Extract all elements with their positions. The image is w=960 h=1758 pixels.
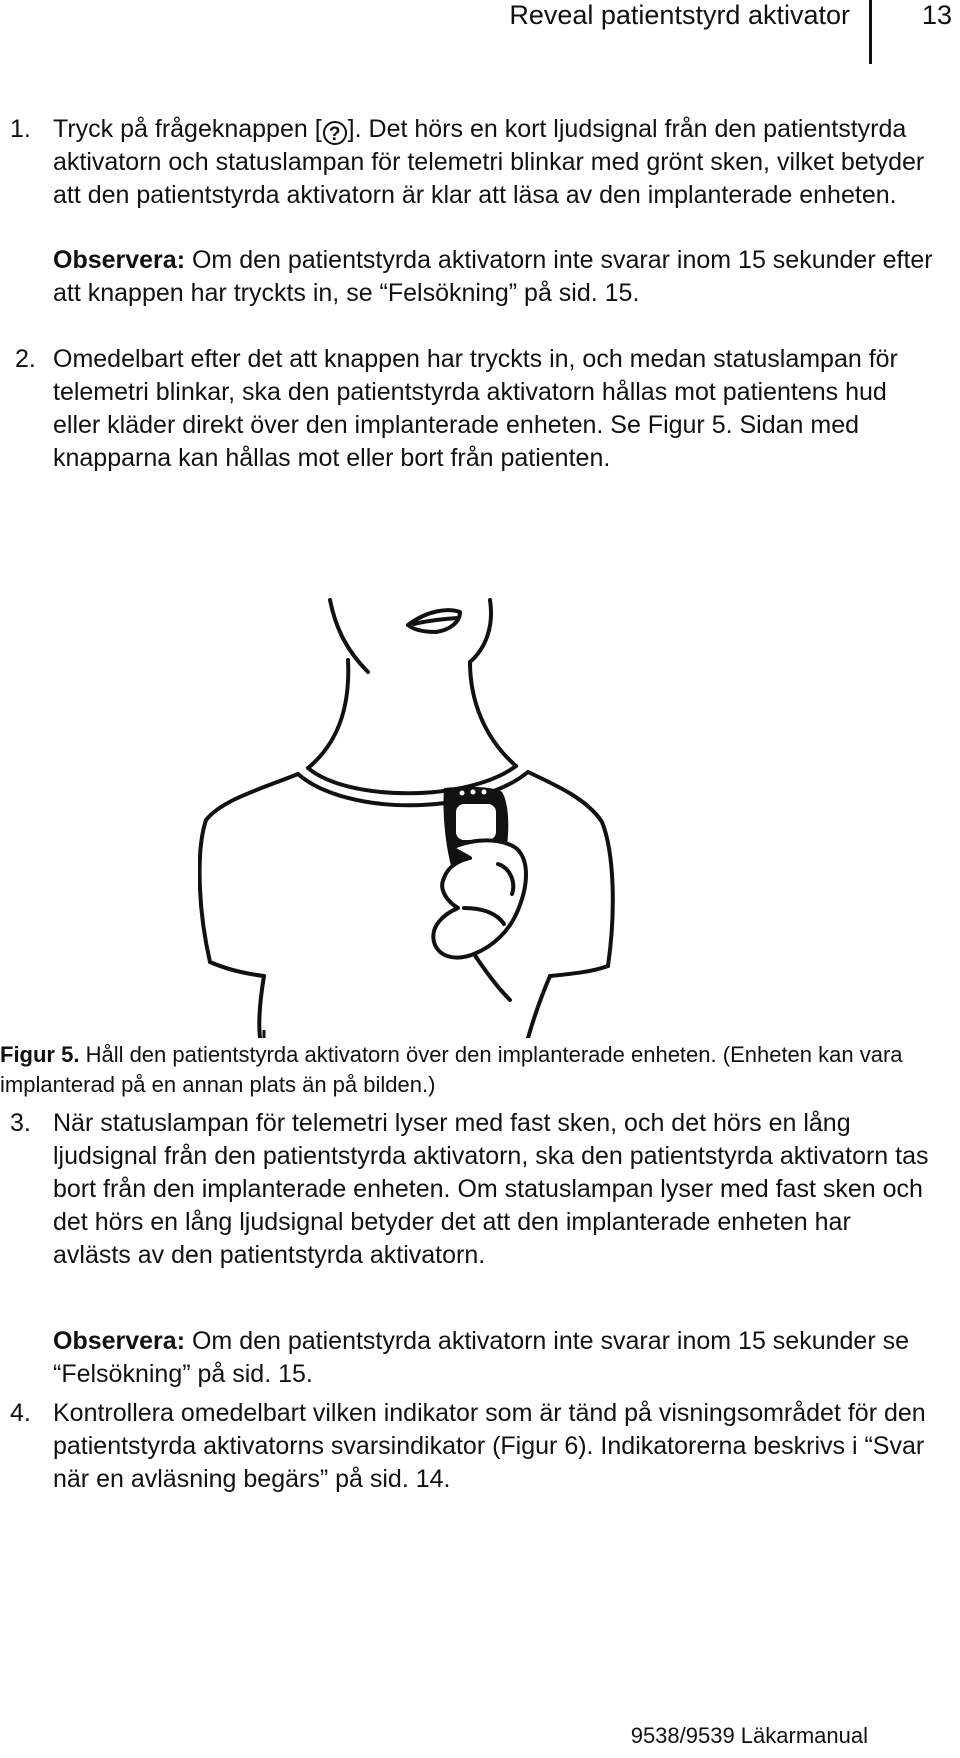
step-1-text	[53, 113, 933, 212]
figure-caption	[0, 1040, 940, 1100]
step-4-text: Kontrollera omedelbart vilken indikator som är tänd på visningsområdet för den patientstyrda aktivatorns svarsindikator (Figur 6). Indikatorerna beskrivs i “Svar när en avläsning begärs” på sid. 14.	[53, 1399, 926, 1493]
note-2-label: Observera:	[53, 1327, 186, 1355]
right-side	[528, 976, 550, 1038]
running-header-title: Reveal patientstyrd aktivator	[509, 0, 850, 30]
right-shoulder	[528, 772, 613, 966]
step-1-number: 1.	[10, 115, 31, 143]
step-1-text-pre: Tryck på frågeknappen [	[53, 115, 322, 143]
step-4-number: 4.	[10, 1399, 31, 1427]
jaw-line-right	[470, 600, 491, 662]
hand	[433, 840, 526, 1000]
left-sleeve-hem	[210, 962, 264, 976]
question-icon: ?	[323, 121, 347, 145]
step-3-number: 3.	[10, 1109, 31, 1137]
step-3-text: När statuslampan för telemetri lyser med fast sken, och det hörs en lång ljudsignal från den patientstyrda aktivatorn, ska den patientstyrda aktivatorn tas bort från den implanterade enheten. Om statuslampan lyser med fast sken och det hörs en lång ljudsignal betyder det att den implanterade enheten har avlästs av den patientstyrda aktivatorn.	[53, 1109, 929, 1269]
neck-right	[470, 662, 516, 766]
footer-manual-title: 9538/9539 Läkarmanual	[630, 1723, 868, 1748]
right-sleeve-hem	[550, 966, 608, 976]
note-2-text: Om den patientstyrda aktivatorn inte svarar inom 15 sekunder se “Felsökning” på sid. 15.	[53, 1327, 910, 1388]
note-1	[53, 244, 933, 310]
figure-label: Figur 5.	[0, 1042, 80, 1067]
figure-caption-text: Håll den patientstyrda aktivatorn över den implanterade enheten. (Enheten kan vara implanterad på en annan plats än på bilden.)	[0, 1042, 903, 1097]
header-divider	[869, 0, 872, 64]
left-shoulder	[200, 774, 298, 962]
figure-5-illustration	[198, 590, 618, 1038]
step-1-text-post: ]. Det hörs en kort ljudsignal från den patientstyrda aktivatorn och statuslampan för telemetri blinkar med grönt sken, vilket betyder att den patientstyrda aktivatorn är klar att läsa av den implanterade enheten.	[53, 115, 925, 209]
step-2-text: Omedelbart efter det att knappen har tryckts in, och medan statuslampan för telemetri blinkar, ska den patientstyrda aktivatorn hållas mot patientens hud eller kläder direkt över den implanterade enheten. Se Figur 5. Sidan med knapparna kan hållas mot eller bort från patienten.	[53, 345, 898, 472]
note-2	[53, 1325, 933, 1391]
neck-left	[308, 660, 348, 768]
note-1-label: Observera:	[53, 246, 186, 274]
left-side	[259, 976, 264, 1038]
step-2-number: 2.	[15, 345, 36, 373]
page-number: 13	[922, 0, 953, 30]
note-1-text: Om den patientstyrda aktivatorn inte svarar inom 15 sekunder efter att knappen har tryckts in, se “Felsökning” på sid. 15.	[53, 246, 933, 307]
